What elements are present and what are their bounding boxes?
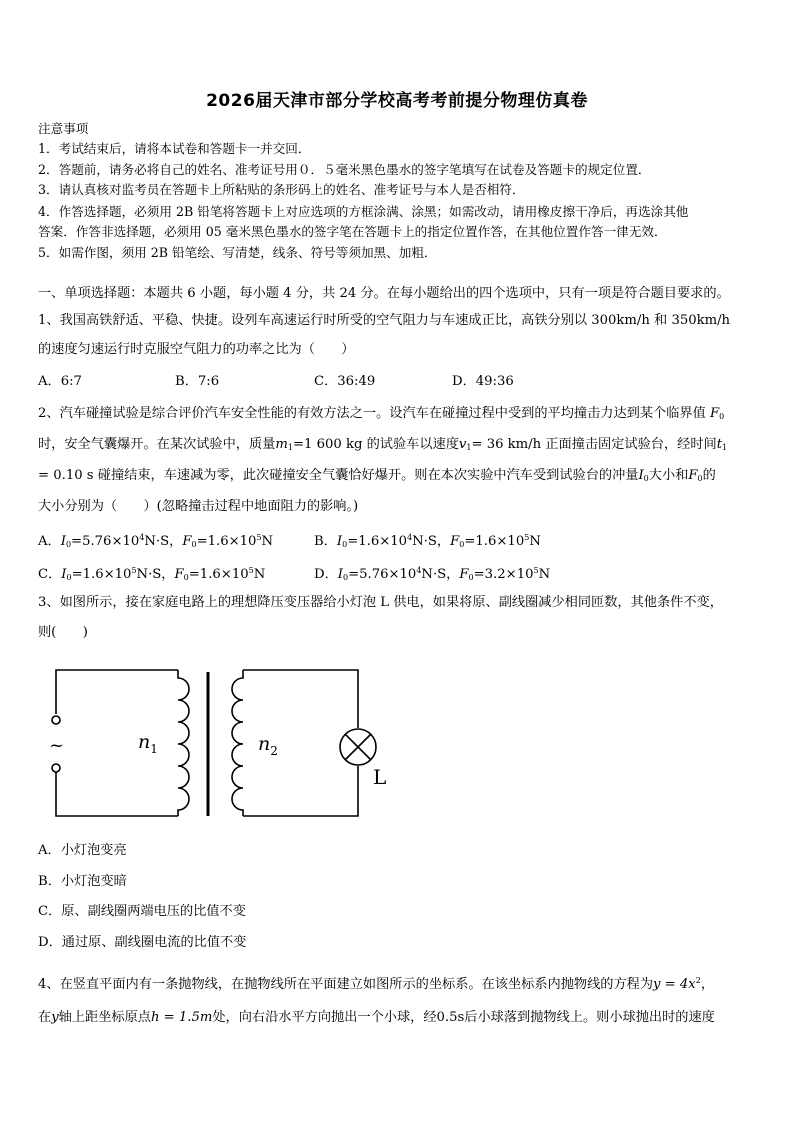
q4-exp: 2: [695, 976, 701, 985]
n1-sub: 1: [150, 742, 158, 756]
n1-var: n: [138, 731, 151, 753]
q2-sub: 0: [697, 474, 703, 483]
question-4-line: [38, 973, 714, 993]
option-label: B．: [314, 534, 337, 549]
exam-title: 2026届天津市部分学校高考考前提分物理仿真卷: [206, 91, 588, 111]
unit: N·S，: [136, 567, 175, 582]
n2-sub: 2: [270, 744, 278, 758]
notice-heading: 注意事项: [38, 121, 89, 136]
secondary-wire: [243, 670, 358, 728]
q2-text: 大小和: [648, 468, 689, 483]
secondary-wire: [243, 766, 358, 816]
var: F: [182, 534, 192, 549]
q2-sub: 1: [287, 443, 293, 452]
var: F: [174, 567, 184, 582]
q2-text: 的: [702, 468, 716, 483]
q4-var: 0.5s: [436, 1010, 465, 1025]
q4-text: ，: [700, 977, 715, 992]
exp: 5: [524, 533, 530, 542]
exp: 5: [533, 566, 539, 575]
q4-text: 4、在竖直平面内有一条抛物线，在抛物线所在平面建立如图所示的坐标系。在该坐标系内抛物线的方程为: [38, 977, 654, 992]
notice-item: 2．答题前，请务必将自己的姓名、准考证号用０．５毫米黑色墨水的签字笔填写在试卷及答题卡的规定位置．: [38, 162, 651, 177]
question-3-line: 3、如图所示，接在家庭电路上的理想降压变压器给小灯泡 L 供电，如果将原、副线圈减少相同匝数，其他条件不变，: [38, 595, 723, 610]
var: I: [337, 567, 343, 582]
question-2-line: [38, 406, 724, 425]
notice-item: 3．请认真核对监考员在答题卡上所粘贴的条形码上的姓名、准考证号与本人是否相符．: [38, 182, 525, 197]
q4-var: y: [51, 1010, 59, 1025]
question-2-line: [38, 437, 727, 456]
q2-sub: 1: [722, 443, 728, 452]
var: I: [61, 567, 67, 582]
sub: 0: [342, 573, 349, 582]
unit: N·S，: [412, 534, 451, 549]
n1-label: [138, 731, 158, 756]
q4-text: 处，向右沿水平方向抛出一个小球，经: [212, 1010, 437, 1025]
val: =1.6×10: [188, 567, 249, 582]
val: =5.76×10: [348, 567, 417, 582]
val: =1.6×10: [347, 534, 408, 549]
q4-text: 后小球落到抛物线上。则小球抛出时的速度: [464, 1010, 715, 1025]
q4-var: h = 1.5m: [150, 1010, 213, 1025]
q1-option-c: C．36:49: [314, 374, 376, 389]
unit: N: [261, 534, 274, 549]
notice-item: 5．如需作图，须用 2B 铅笔绘、写清楚，线条、符号等须加黑、加粗．: [38, 245, 437, 260]
sub: 0: [468, 573, 474, 582]
primary-wire: [56, 670, 178, 714]
notice-item: 答案．作答非选择题，必须用 05 毫米黑色墨水的签字笔在答题卡上的指定位置作答，在其他位置作答一律无效．: [38, 224, 667, 239]
val: =1.6×10: [196, 534, 257, 549]
q2-text: = 0.10 s 碰撞结束，车速减为零，此次碰撞安全气囊恰好爆开。则在本次实验中汽车受到试验台的冲量: [38, 468, 639, 483]
unit: N: [529, 534, 541, 549]
q2-var: v: [458, 437, 467, 452]
terminal-top: [52, 716, 60, 724]
secondary-coil: [232, 670, 243, 816]
option-label: D．: [314, 567, 338, 582]
exp: 5: [248, 566, 254, 575]
q2-text: = 36 km/h 正面撞击固定试验台，经时间: [471, 437, 717, 452]
q4-equation: y = 4x: [653, 977, 696, 992]
section-heading: 一、单项选择题：本题共 6 小题，每小题 4 分，共 24 分。在每小题给出的四个选项中，只有一项是符合题目要求的。: [38, 286, 730, 301]
question-1-line: 1、我国高铁舒适、平稳、快捷。设列车高速运行时所受的空气阻力与车速成正比，高铁分别以 300km/h 和 350km/h: [38, 313, 731, 328]
q2-var: m: [275, 437, 288, 452]
val: =1.6×10: [464, 534, 525, 549]
question-1-line: 的速度匀速运行时克服空气阻力的功率之比为（ ）: [38, 342, 355, 357]
primary-coil: [178, 670, 189, 816]
var: I: [336, 534, 343, 549]
q2-option-a: [38, 530, 273, 553]
sub: 0: [191, 540, 197, 549]
unit: N: [538, 567, 551, 582]
q2-sub: 0: [643, 474, 649, 483]
ac-symbol: ~: [49, 735, 65, 756]
transformer-circuit-diagram: [38, 662, 408, 822]
n2-var: n: [258, 733, 271, 755]
exp: 4: [407, 533, 413, 542]
q2-sub: 0: [719, 412, 725, 421]
question-3-line: 则( ): [38, 625, 88, 640]
q2-var: F: [709, 406, 720, 421]
sub: 0: [459, 540, 465, 549]
exp: 5: [131, 566, 137, 575]
question-2-line: 大小分别为（ ）(忽略撞击过程中地面阻力的影响。): [38, 499, 359, 514]
sub: 0: [66, 573, 72, 582]
sub: 0: [65, 540, 72, 549]
q2-option-b: [314, 530, 541, 553]
q3-option-d: D．通过原、副线圈电流的比值不变: [38, 935, 247, 950]
option-label: C．: [38, 567, 62, 582]
unit: N·S，: [144, 534, 183, 549]
var: I: [60, 534, 66, 549]
q2-sub: 1: [466, 443, 472, 452]
unit: N·S，: [421, 567, 460, 582]
var: F: [459, 567, 469, 582]
q2-var: F: [688, 468, 698, 483]
q2-option-c: [38, 563, 265, 586]
var: F: [450, 534, 460, 549]
sub: 0: [183, 573, 189, 582]
notice-item: 4．作答选择题，必须用 2B 铅笔将答题卡上对应选项的方框涂满、涂黑；如需改动，请用橡皮擦干净后，再选涂其他: [38, 204, 689, 219]
question-4-line: [38, 1010, 715, 1026]
question-2-line: [38, 468, 716, 487]
val: =5.76×10: [71, 534, 140, 549]
q2-text: 时，安全气囊爆开。在某次试验中，质量: [38, 437, 276, 452]
lamp-label: L: [373, 765, 387, 789]
primary-wire: [56, 770, 178, 816]
exp: 5: [256, 533, 262, 542]
q3-option-a: A．小灯泡变亮: [38, 843, 127, 858]
unit: N: [253, 567, 266, 582]
n2-label: [258, 733, 278, 758]
option-label: A．: [38, 534, 61, 549]
q3-option-c: C．原、副线圈两端电压的比值不变: [38, 904, 246, 919]
q2-option-d: [314, 563, 550, 586]
sub: 0: [342, 540, 348, 549]
val: =1.6×10: [71, 567, 132, 582]
q1-option-b: B．7:6: [175, 374, 220, 389]
q4-text: 在: [38, 1010, 52, 1025]
q4-text: 轴上距坐标原点: [58, 1010, 151, 1025]
q3-option-b: B．小灯泡变暗: [38, 874, 127, 889]
exp: 4: [139, 533, 145, 542]
val: =3.2×10: [473, 567, 534, 582]
q2-text: =1 600 kg 的试验车以速度: [292, 437, 459, 452]
exp: 4: [416, 566, 422, 575]
q2-var: t: [716, 437, 723, 452]
q1-option-a: A．6:7: [38, 374, 82, 389]
q2-text: 2、汽车碰撞试验是综合评价汽车安全性能的有效方法之一。设汽车在碰撞过程中受到的平均撞击力达到某个临界值: [38, 406, 706, 421]
q1-option-d: D．49:36: [452, 374, 514, 389]
notice-item: 1．考试结束后，请将本试卷和答题卡一并交回．: [38, 141, 311, 156]
q2-var: I: [638, 468, 644, 483]
terminal-bottom: [52, 764, 60, 772]
